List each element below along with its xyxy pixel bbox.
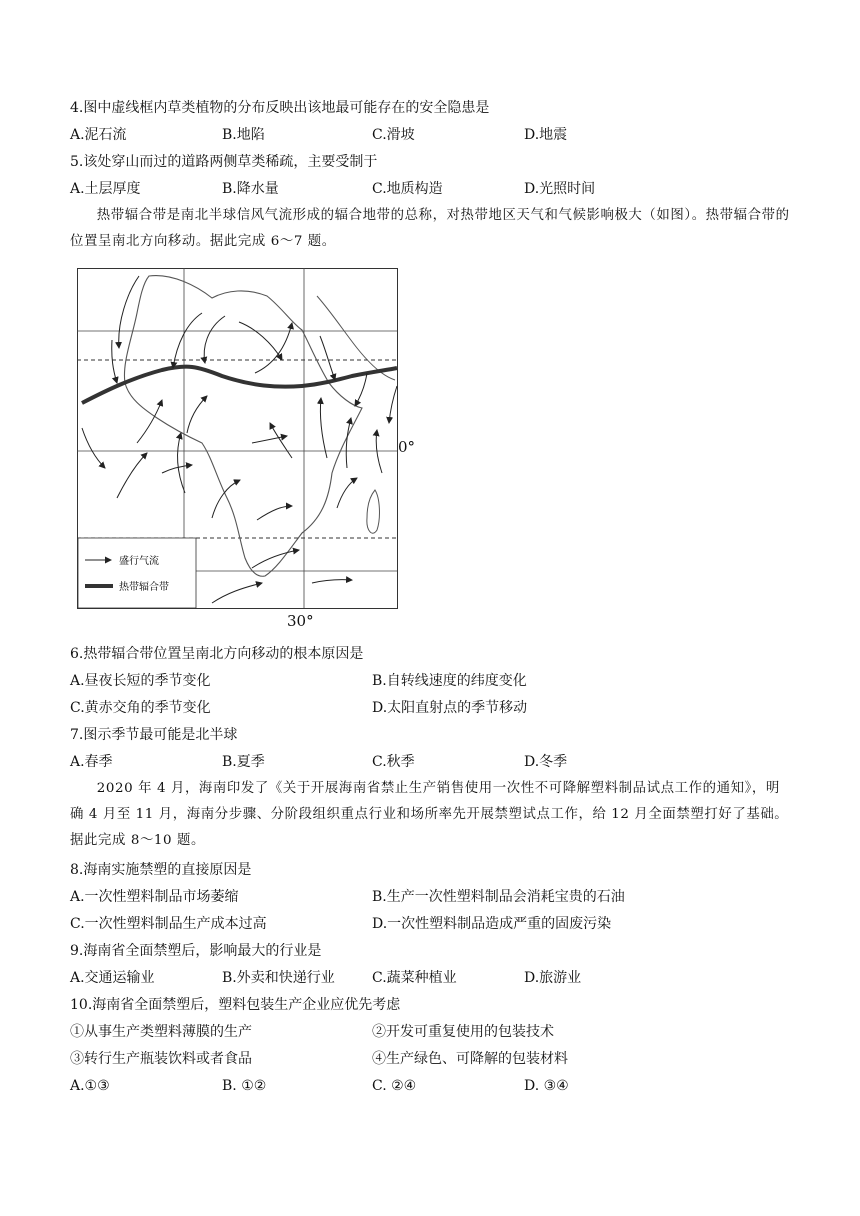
q4-option-b: B.地陷 xyxy=(222,127,265,143)
map-legend xyxy=(78,538,196,608)
q10-option-a: A.①③ xyxy=(70,1078,110,1094)
q4-option-a: A.泥石流 xyxy=(70,127,127,143)
q9-option-d: D.旅游业 xyxy=(524,970,582,986)
q8-option-d: D.一次性塑料制品造成严重的固废污染 xyxy=(372,916,612,932)
question-8-stem: 8.海南实施禁塑的直接原因是 xyxy=(70,862,252,878)
q6-option-b: B.自转线速度的纬度变化 xyxy=(372,673,527,689)
q10-item-3: ③转行生产瓶装饮料或者食品 xyxy=(70,1051,252,1067)
legend-prevailing-wind: 盛行气流 xyxy=(119,556,159,567)
q8-option-a: A.一次性塑料制品市场萎缩 xyxy=(70,889,239,905)
q8-option-c: C.一次性塑料制品生产成本过高 xyxy=(70,916,267,932)
q10-option-c: C. ②④ xyxy=(372,1078,417,1094)
question-10-stem: 10.海南省全面禁塑后，塑料包装生产企业应优先考虑 xyxy=(70,997,401,1013)
q7-option-b: B.夏季 xyxy=(222,754,265,770)
latitude-0-label: 0° xyxy=(398,438,416,456)
q6-option-a: A.昼夜长短的季节变化 xyxy=(70,673,211,689)
question-7-stem: 7.图示季节最可能是北半球 xyxy=(70,727,238,743)
q8-option-b: B.生产一次性塑料制品会消耗宝贵的石油 xyxy=(372,889,625,905)
q4-option-d: D.地震 xyxy=(524,127,568,143)
q5-option-c: C.地质构造 xyxy=(372,181,443,197)
question-4-stem: 4.图中虚线框内草类植物的分布反映出该地最可能存在的安全隐患是 xyxy=(70,100,490,116)
q10-item-1: ①从事生产类塑料薄膜的生产 xyxy=(70,1024,252,1040)
q10-item-4: ④生产绿色、可降解的包装材料 xyxy=(372,1051,568,1067)
question-5-stem: 5.该处穿山而过的道路两侧草类稀疏，主要受制于 xyxy=(70,154,378,170)
q7-option-c: C.秋季 xyxy=(372,754,415,770)
q4-option-c: C.滑坡 xyxy=(372,127,415,143)
q7-option-a: A.春季 xyxy=(70,754,113,770)
q10-option-d: D. ③④ xyxy=(524,1078,569,1094)
legend-itcz: 热带辐合带 xyxy=(119,582,169,593)
question-9-stem: 9.海南省全面禁塑后，影响最大的行业是 xyxy=(70,943,322,959)
q7-option-d: D.冬季 xyxy=(524,754,568,770)
q10-option-b: B. ①② xyxy=(222,1078,267,1094)
q6-option-c: C.黄赤交角的季节变化 xyxy=(70,700,211,716)
q5-option-d: D.光照时间 xyxy=(524,181,596,197)
intro-paragraph-hainan: 2020 年 4 月，海南印发了《关于开展海南省禁止生产销售使用一次性不可降解塑料制品试点工作的通知》，明确 4 月至 11 月，海南分步骤、分阶段组织重点行业和场所率先开展禁塑试点工作，给 12 月全面禁塑打好了基础。据此完成 8～10 题。 xyxy=(70,781,789,848)
q5-option-a: A.土层厚度 xyxy=(70,181,141,197)
q9-option-b: B.外卖和快递行业 xyxy=(222,970,335,986)
longitude-30-label: 30° xyxy=(287,612,314,630)
q9-option-a: A.交通运输业 xyxy=(70,970,155,986)
q5-option-b: B.降水量 xyxy=(222,181,279,197)
q6-option-d: D.太阳直射点的季节移动 xyxy=(372,700,528,716)
itcz-africa-map xyxy=(77,268,410,610)
intro-paragraph-itcz: 热带辐合带是南北半球信风气流形成的辐合地带的总称，对热带地区天气和气候影响极大（如图）。热带辐合带的位置呈南北方向移动。据此完成 6～7 题。 xyxy=(70,208,790,249)
question-6-stem: 6.热带辐合带位置呈南北方向移动的根本原因是 xyxy=(70,646,364,662)
q10-item-2: ②开发可重复使用的包装技术 xyxy=(372,1024,554,1040)
q9-option-c: C.蔬菜种植业 xyxy=(372,970,457,986)
